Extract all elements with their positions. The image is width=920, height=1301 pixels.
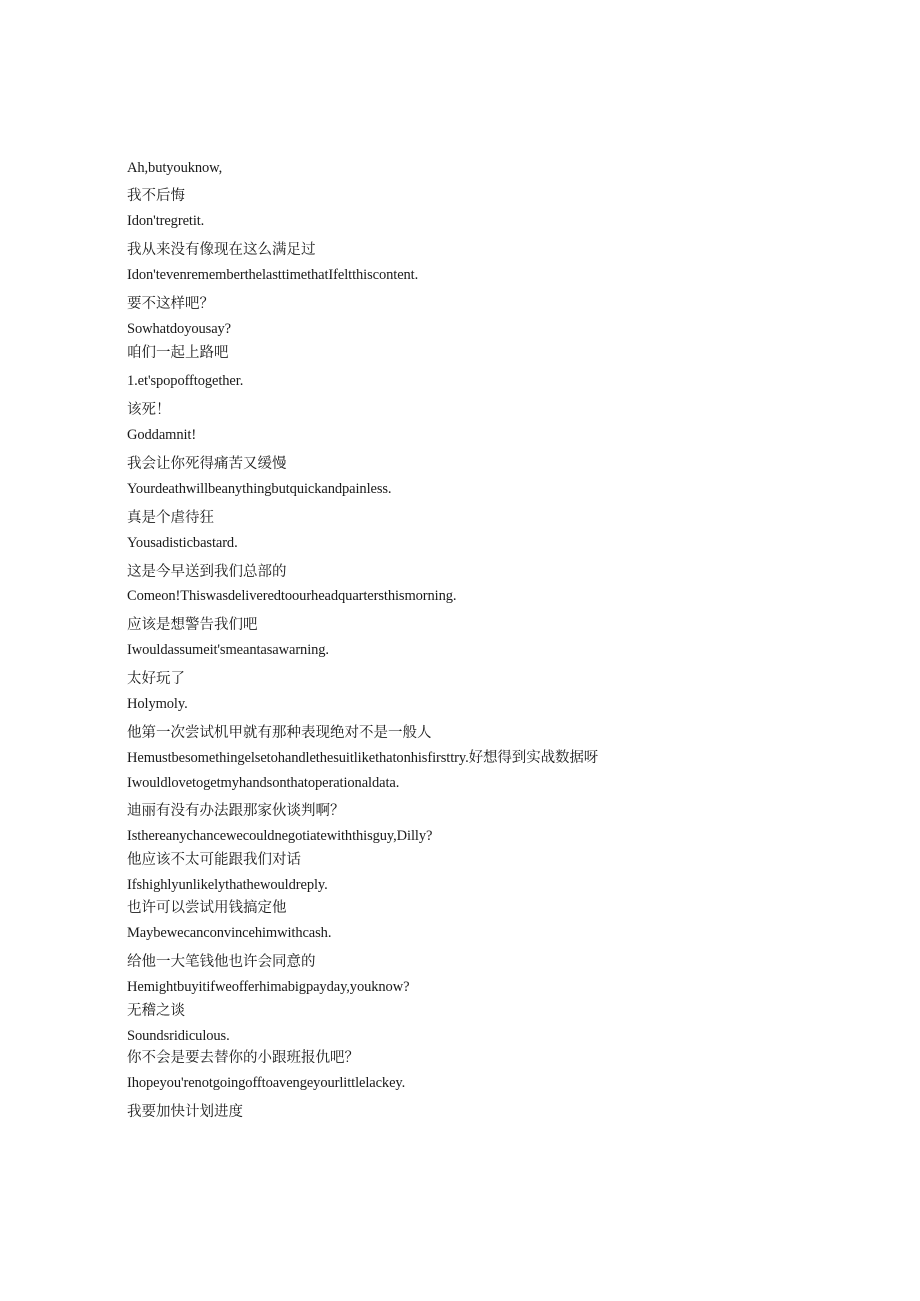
subtitle-line: Hemustbesomethingelsetohandlethesuitlikethatonhisfirsttry.好想得到实战数据呀 [127, 750, 599, 766]
subtitle-line: 也许可以尝试用钱搞定他 [127, 900, 287, 916]
subtitle-line: 无稽之谈 [127, 1003, 185, 1019]
subtitle-line: Yousadisticbastard. [127, 535, 238, 551]
subtitle-line: Soundsridiculous. [127, 1028, 230, 1044]
subtitle-line: Iwouldassumeit'smeantasawarning. [127, 642, 329, 658]
subtitle-line: Yourdeathwillbeanythingbutquickandpainless. [127, 481, 392, 497]
subtitle-line: Comeon!Thiswasdeliveredtoourheadquartersthismorning. [127, 588, 457, 604]
subtitle-line: Ifshighlyunlikelythathewouldreply. [127, 877, 328, 893]
subtitle-line: 真是个虐待狂 [127, 510, 214, 526]
subtitle-line: Sowhatdoyousay? [127, 321, 232, 337]
subtitle-line: Hemightbuyitifweofferhimabigpayday,youknow? [127, 979, 410, 995]
subtitle-line: 我会让你死得痛苦又缓慢 [127, 456, 287, 472]
subtitle-line: 咱们一起上路吧 [127, 345, 229, 361]
subtitle-line: 你不会是要去替你的小跟班报仇吧？ [127, 1050, 359, 1066]
subtitle-line: 他应该不太可能跟我们对话 [127, 852, 301, 868]
subtitle-line: Holymoly. [127, 696, 188, 712]
subtitle-line: 迪丽有没有办法跟那家伙谈判啊？ [127, 803, 345, 819]
subtitle-line: 我从来没有像现在这么满足过 [127, 242, 316, 258]
subtitle-line: Iwouldlovetogetmyhandsonthatoperationaldata. [127, 775, 400, 791]
subtitle-line: 要不这样吧？ [127, 296, 214, 312]
subtitle-line: 该死！ [127, 402, 171, 418]
subtitle-line: 我不后悔 [127, 188, 185, 204]
subtitle-line: 太好玩了 [127, 671, 185, 687]
subtitle-line: 他第一次尝试机甲就有那种表现绝对不是一般人 [127, 725, 432, 741]
subtitle-line: Goddamnit! [127, 427, 197, 443]
subtitle-line: Isthereanychancewecouldnegotiatewiththisguy,Dilly? [127, 828, 433, 844]
subtitle-line: 给他一大笔钱他也许会同意的 [127, 954, 316, 970]
subtitle-line: Ihopeyou'renotgoingofftoavengeyourlittlelackey. [127, 1075, 406, 1091]
subtitle-line: Maybewecanconvincehimwithcash. [127, 925, 332, 941]
subtitle-line: Idon'tregretit. [127, 213, 205, 229]
subtitle-line: 我要加快计划进度 [127, 1104, 243, 1120]
subtitle-line: Idon'tevenrememberthelasttimethatIfeltthiscontent. [127, 267, 419, 283]
subtitle-line: 应该是想警告我们吧 [127, 617, 258, 633]
subtitle-line: 这是今早送到我们总部的 [127, 564, 287, 580]
subtitle-line: Ah,butyouknow, [127, 160, 223, 176]
subtitle-line: 1.et'spopofftogether. [127, 373, 244, 389]
